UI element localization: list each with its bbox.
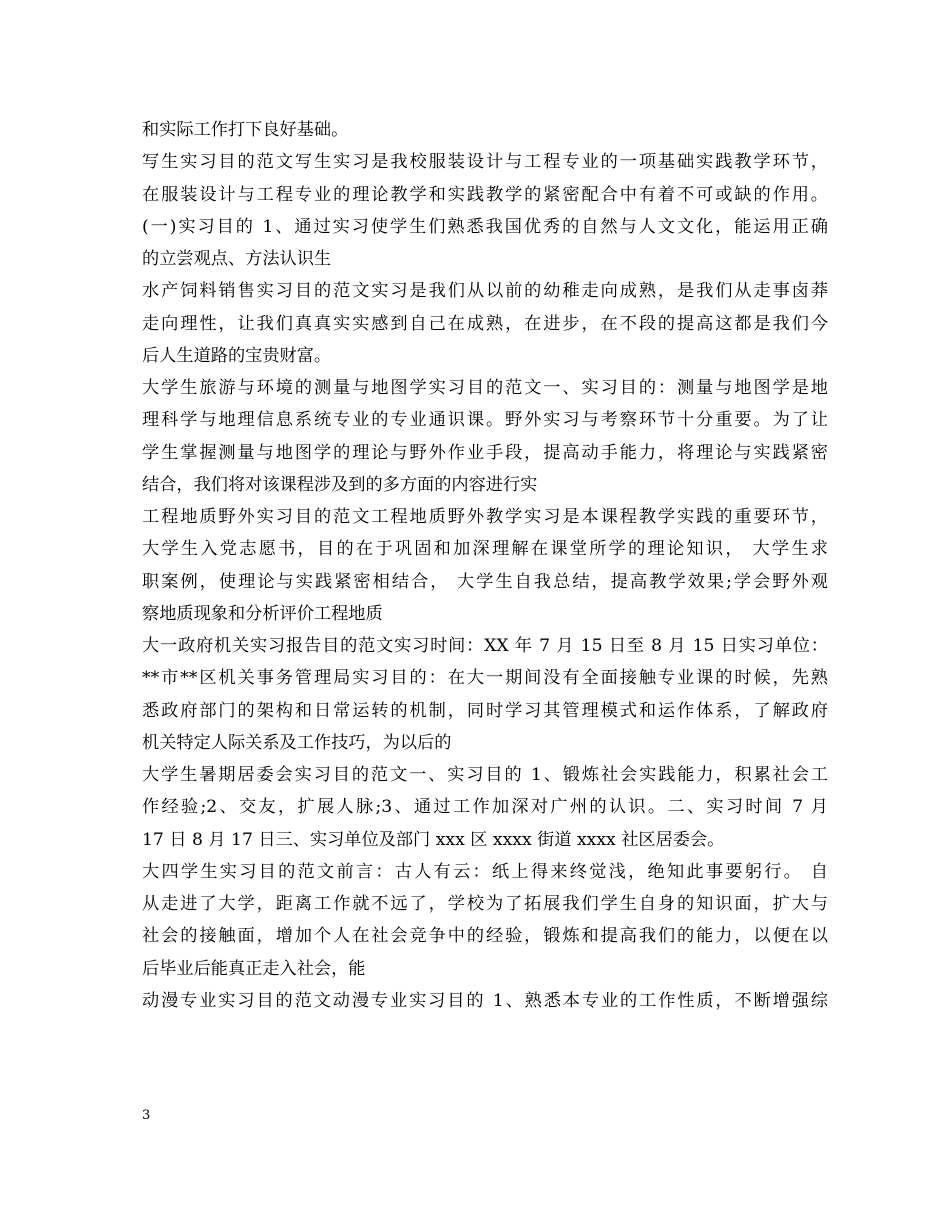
- text-line: 察地质现象和分析评价工程地质: [142, 603, 383, 624]
- text-line: 从走进了大学，距离工作就不远了，学校为了拓展我们学生自身的知识面，扩大与: [142, 894, 828, 914]
- text-line: 悉政府部门的架构和日常运转的机制，同时学习其管理模式和运作体系，了解政府: [142, 700, 828, 721]
- body-text: [142, 114, 828, 1017]
- text-line: 大学生旅游与环境的测量与地图学实习目的范文一、实习目的：测量与地图学是地: [142, 378, 828, 398]
- text-line: 理科学与地理信息系统专业的专业通识课。野外实习与考察环节十分重要。为了让: [142, 410, 828, 431]
- text-line: 走向理性，让我们真真实实感到自己在成熟，在进步，在不段的提高这都是我们今: [142, 313, 828, 334]
- text-line: 大学生入党志愿书，目的在于巩固和加深理解在课堂所学的理论知识， 大学生求: [142, 539, 828, 560]
- text-line: 和实际工作打下良好基础。: [142, 120, 349, 140]
- text-line: **市**区机关事务管理局实习目的：在大一期间没有全面接触专业课的时候，先熟: [142, 668, 828, 689]
- text-line: 17 日 8 月 17 日三、实习单位及部门 xxx 区 xxxx 街道 xxxx 社区居委会。: [142, 829, 725, 850]
- text-line: 写生实习目的范文写生实习是我校服装设计与工程专业的一项基础实践教学环节，: [142, 152, 828, 173]
- text-line: 后毕业后能真正走入社会，能: [142, 958, 366, 979]
- page-number: 3: [142, 1108, 151, 1123]
- text-line: 水产饲料销售实习目的范文实习是我们从以前的幼稚走向成熟，是我们从走事卤莽: [142, 281, 828, 302]
- text-line: 职案例，使理论与实践紧密相结合， 大学生自我总结，提高教学效果;学会野外观: [142, 571, 828, 592]
- text-line: 大一政府机关实习报告目的范文实习时间：XX 年 7 月 15 日至 8 月 15 日实习单位：: [142, 636, 828, 656]
- text-line: 作经验;2、交友，扩展人脉;3、通过工作加深对广州的认识。二、实习时间 7 月: [142, 797, 828, 818]
- text-line: 学生掌握测量与地图学的理论与野外作业手段，提高动手能力，将理论与实践紧密: [142, 442, 828, 463]
- text-line: 动漫专业实习目的范文动漫专业实习目的 1、熟悉本专业的工作性质，不断增强综: [142, 990, 828, 1011]
- text-line: 大四学生实习目的范文前言：古人有云：纸上得来终觉浅，绝知此事要躬行。 自: [142, 861, 828, 882]
- text-line: 结合，我们将对该课程涉及到的多方面的内容进行实: [142, 474, 538, 495]
- text-line: 大学生暑期居委会实习目的范文一、实习目的 1、锻炼社会实践能力，积累社会工: [142, 765, 828, 785]
- text-line: 社会的接触面，增加个人在社会竞争中的经验，锻炼和提高我们的能力，以便在以: [142, 926, 828, 947]
- text-line: (一)实习目的 1、通过实习使学生们熟悉我国优秀的自然与人文文化，能运用正确: [142, 216, 828, 237]
- text-line: 机关特定人际关系及工作技巧，为以后的: [142, 732, 452, 753]
- text-line: 在服装设计与工程专业的理论教学和实践教学的紧密配合中有着不可或缺的作用。: [142, 184, 828, 205]
- text-line: 的立尝观点、方法认识生: [142, 249, 332, 269]
- text-line: 后人生道路的宝贵财富。: [142, 345, 332, 366]
- text-line: 工程地质野外实习目的范文工程地质野外教学实习是本课程教学实践的重要环节，: [142, 507, 828, 527]
